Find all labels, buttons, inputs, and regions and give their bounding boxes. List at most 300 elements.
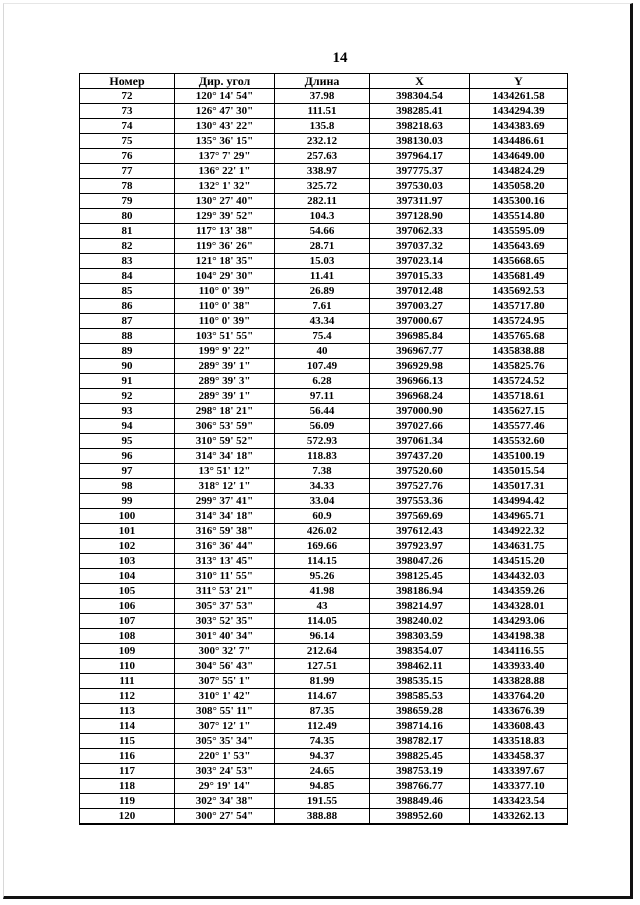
cell-y: 1433377.10 <box>470 779 568 794</box>
table-row <box>80 104 568 119</box>
cell-x: 397553.36 <box>370 494 470 509</box>
cell-x: 398240.02 <box>370 614 470 629</box>
table-row <box>80 269 568 284</box>
cell-x: 398218.63 <box>370 119 470 134</box>
cell-x: 396929.98 <box>370 359 470 374</box>
cell-number: 88 <box>80 329 175 344</box>
table-row <box>80 179 568 194</box>
table-row <box>80 674 568 689</box>
cell-y: 1434294.39 <box>470 104 568 119</box>
cell-length: 191.55 <box>275 794 370 809</box>
cell-length: 104.3 <box>275 209 370 224</box>
cell-direction-angle: 299° 37' 41" <box>175 494 275 509</box>
cell-direction-angle: 13° 51' 12" <box>175 464 275 479</box>
cell-x: 396985.84 <box>370 329 470 344</box>
cell-number: 73 <box>80 104 175 119</box>
cell-direction-angle: 316° 36' 44" <box>175 539 275 554</box>
cell-y: 1435514.80 <box>470 209 568 224</box>
cell-direction-angle: 104° 29' 30" <box>175 269 275 284</box>
cell-number: 119 <box>80 794 175 809</box>
cell-y: 1435017.31 <box>470 479 568 494</box>
table-row <box>80 149 568 164</box>
cell-number: 91 <box>80 374 175 389</box>
cell-y: 1435838.88 <box>470 344 568 359</box>
cell-direction-angle: 318° 12' 1" <box>175 479 275 494</box>
cell-number: 87 <box>80 314 175 329</box>
cell-y: 1435718.61 <box>470 389 568 404</box>
cell-direction-angle: 303° 52' 35" <box>175 614 275 629</box>
cell-length: 118.83 <box>275 449 370 464</box>
cell-number: 86 <box>80 299 175 314</box>
table-row <box>80 314 568 329</box>
cell-y: 1434965.71 <box>470 509 568 524</box>
cell-x: 396967.77 <box>370 344 470 359</box>
cell-x: 396968.24 <box>370 389 470 404</box>
cell-x: 397569.69 <box>370 509 470 524</box>
cell-direction-angle: 303° 24' 53" <box>175 764 275 779</box>
cell-direction-angle: 135° 36' 15" <box>175 134 275 149</box>
cell-length: 15.03 <box>275 254 370 269</box>
cell-number: 94 <box>80 419 175 434</box>
cell-y: 1435300.16 <box>470 194 568 209</box>
page-number: 14 <box>332 50 348 66</box>
cell-direction-angle: 300° 27' 54" <box>175 809 275 825</box>
cell-number: 102 <box>80 539 175 554</box>
cell-y: 1435100.19 <box>470 449 568 464</box>
table-row <box>80 719 568 734</box>
cell-number: 104 <box>80 569 175 584</box>
cell-number: 114 <box>80 719 175 734</box>
cell-length: 135.8 <box>275 119 370 134</box>
cell-length: 388.88 <box>275 809 370 825</box>
cell-y: 1433608.43 <box>470 719 568 734</box>
cell-direction-angle: 305° 35' 34" <box>175 734 275 749</box>
cell-direction-angle: 137° 7' 29" <box>175 149 275 164</box>
cell-y: 1435532.60 <box>470 434 568 449</box>
cell-length: 107.49 <box>275 359 370 374</box>
cell-length: 127.51 <box>275 659 370 674</box>
cell-length: 87.35 <box>275 704 370 719</box>
cell-y: 1434631.75 <box>470 539 568 554</box>
cell-x: 397000.90 <box>370 404 470 419</box>
cell-x: 398285.41 <box>370 104 470 119</box>
cell-number: 97 <box>80 464 175 479</box>
cell-y: 1434359.26 <box>470 584 568 599</box>
cell-x: 398304.54 <box>370 89 470 104</box>
cell-number: 92 <box>80 389 175 404</box>
cell-number: 95 <box>80 434 175 449</box>
cell-length: 56.09 <box>275 419 370 434</box>
table-row <box>80 119 568 134</box>
cell-direction-angle: 110° 0' 39" <box>175 284 275 299</box>
table-header-row <box>80 74 568 89</box>
cell-x: 398753.19 <box>370 764 470 779</box>
cell-number: 74 <box>80 119 175 134</box>
table-row <box>80 494 568 509</box>
cell-number: 85 <box>80 284 175 299</box>
cell-length: 34.33 <box>275 479 370 494</box>
table-row <box>80 569 568 584</box>
cell-y: 1435015.54 <box>470 464 568 479</box>
cell-direction-angle: 110° 0' 38" <box>175 299 275 314</box>
table-row <box>80 224 568 239</box>
cell-x: 397015.33 <box>370 269 470 284</box>
cell-direction-angle: 304° 56' 43" <box>175 659 275 674</box>
cell-number: 113 <box>80 704 175 719</box>
cell-number: 76 <box>80 149 175 164</box>
cell-x: 398714.16 <box>370 719 470 734</box>
cell-direction-angle: 220° 1' 53" <box>175 749 275 764</box>
cell-direction-angle: 302° 34' 38" <box>175 794 275 809</box>
cell-x: 398535.15 <box>370 674 470 689</box>
cell-direction-angle: 314° 34' 18" <box>175 449 275 464</box>
cell-number: 98 <box>80 479 175 494</box>
cell-direction-angle: 310° 59' 52" <box>175 434 275 449</box>
table-row <box>80 254 568 269</box>
cell-direction-angle: 129° 39' 52" <box>175 209 275 224</box>
cell-x: 397923.97 <box>370 539 470 554</box>
cell-number: 82 <box>80 239 175 254</box>
table-row <box>80 794 568 809</box>
header-y: Y <box>470 74 568 89</box>
cell-x: 397520.60 <box>370 464 470 479</box>
table-row <box>80 599 568 614</box>
cell-x: 398214.97 <box>370 599 470 614</box>
cell-x: 397062.33 <box>370 224 470 239</box>
cell-y: 1435058.20 <box>470 179 568 194</box>
cell-y: 1434486.61 <box>470 134 568 149</box>
cell-x: 397128.90 <box>370 209 470 224</box>
cell-y: 1433262.13 <box>470 809 568 825</box>
table-row <box>80 374 568 389</box>
cell-y: 1435825.76 <box>470 359 568 374</box>
cell-direction-angle: 121° 18' 35" <box>175 254 275 269</box>
table-row <box>80 404 568 419</box>
cell-number: 79 <box>80 194 175 209</box>
cell-direction-angle: 307° 12' 1" <box>175 719 275 734</box>
cell-length: 212.64 <box>275 644 370 659</box>
cell-length: 96.14 <box>275 629 370 644</box>
table-body <box>80 89 568 825</box>
table-row <box>80 584 568 599</box>
cell-length: 338.97 <box>275 164 370 179</box>
cell-y: 1434293.06 <box>470 614 568 629</box>
cell-length: 94.37 <box>275 749 370 764</box>
cell-x: 398186.94 <box>370 584 470 599</box>
cell-length: 94.85 <box>275 779 370 794</box>
cell-x: 397027.66 <box>370 419 470 434</box>
cell-number: 78 <box>80 179 175 194</box>
cell-y: 1434432.03 <box>470 569 568 584</box>
table-row <box>80 689 568 704</box>
cell-length: 81.99 <box>275 674 370 689</box>
cell-direction-angle: 305° 37' 53" <box>175 599 275 614</box>
cell-y: 1433828.88 <box>470 674 568 689</box>
table-row <box>80 89 568 104</box>
cell-number: 106 <box>80 599 175 614</box>
cell-y: 1435681.49 <box>470 269 568 284</box>
cell-number: 110 <box>80 659 175 674</box>
header-length: Длина <box>275 74 370 89</box>
cell-direction-angle: 301° 40' 34" <box>175 629 275 644</box>
cell-number: 112 <box>80 689 175 704</box>
cell-direction-angle: 306° 53' 59" <box>175 419 275 434</box>
cell-x: 398782.17 <box>370 734 470 749</box>
cell-number: 105 <box>80 584 175 599</box>
cell-x: 398952.60 <box>370 809 470 825</box>
cell-y: 1434922.32 <box>470 524 568 539</box>
cell-direction-angle: 316° 59' 38" <box>175 524 275 539</box>
cell-x: 397612.43 <box>370 524 470 539</box>
cell-y: 1435643.69 <box>470 239 568 254</box>
cell-y: 1433764.20 <box>470 689 568 704</box>
table-row <box>80 389 568 404</box>
cell-direction-angle: 289° 39' 3" <box>175 374 275 389</box>
cell-direction-angle: 199° 9' 22" <box>175 344 275 359</box>
cell-number: 111 <box>80 674 175 689</box>
cell-y: 1433423.54 <box>470 794 568 809</box>
cell-y: 1434328.01 <box>470 599 568 614</box>
cell-direction-angle: 310° 1' 42" <box>175 689 275 704</box>
cell-length: 97.11 <box>275 389 370 404</box>
cell-number: 116 <box>80 749 175 764</box>
header-x: X <box>370 74 470 89</box>
cell-direction-angle: 311° 53' 21" <box>175 584 275 599</box>
cell-direction-angle: 103° 51' 55" <box>175 329 275 344</box>
cell-length: 95.26 <box>275 569 370 584</box>
header-direction-angle: Дир. угол <box>175 74 275 89</box>
table-row <box>80 509 568 524</box>
cell-length: 56.44 <box>275 404 370 419</box>
table-row <box>80 359 568 374</box>
cell-x: 397437.20 <box>370 449 470 464</box>
cell-direction-angle: 289° 39' 1" <box>175 389 275 404</box>
cell-number: 100 <box>80 509 175 524</box>
cell-number: 84 <box>80 269 175 284</box>
cell-length: 40 <box>275 344 370 359</box>
cell-x: 398354.07 <box>370 644 470 659</box>
cell-x: 398303.59 <box>370 629 470 644</box>
cell-x: 397012.48 <box>370 284 470 299</box>
cell-length: 37.98 <box>275 89 370 104</box>
cell-length: 426.02 <box>275 524 370 539</box>
cell-y: 1435724.95 <box>470 314 568 329</box>
table-row <box>80 809 568 825</box>
cell-direction-angle: 119° 36' 26" <box>175 239 275 254</box>
cell-direction-angle: 136° 22' 1" <box>175 164 275 179</box>
cell-x: 398849.46 <box>370 794 470 809</box>
cell-x: 397964.17 <box>370 149 470 164</box>
cell-direction-angle: 117° 13' 38" <box>175 224 275 239</box>
cell-number: 109 <box>80 644 175 659</box>
cell-y: 1435668.65 <box>470 254 568 269</box>
cell-x: 397527.76 <box>370 479 470 494</box>
cell-y: 1434198.38 <box>470 629 568 644</box>
cell-x: 396966.13 <box>370 374 470 389</box>
cell-y: 1434383.69 <box>470 119 568 134</box>
cell-number: 118 <box>80 779 175 794</box>
cell-y: 1434515.20 <box>470 554 568 569</box>
cell-length: 7.61 <box>275 299 370 314</box>
cell-y: 1434261.58 <box>470 89 568 104</box>
cell-length: 54.66 <box>275 224 370 239</box>
cell-direction-angle: 29° 19' 14" <box>175 779 275 794</box>
cell-direction-angle: 307° 55' 1" <box>175 674 275 689</box>
cell-direction-angle: 308° 55' 11" <box>175 704 275 719</box>
cell-number: 120 <box>80 809 175 825</box>
cell-x: 398659.28 <box>370 704 470 719</box>
cell-length: 114.15 <box>275 554 370 569</box>
cell-length: 257.63 <box>275 149 370 164</box>
cell-length: 232.12 <box>275 134 370 149</box>
cell-number: 107 <box>80 614 175 629</box>
cell-number: 72 <box>80 89 175 104</box>
table-row <box>80 629 568 644</box>
cell-length: 43 <box>275 599 370 614</box>
cell-length: 33.04 <box>275 494 370 509</box>
cell-y: 1433933.40 <box>470 659 568 674</box>
table-row <box>80 749 568 764</box>
cell-number: 101 <box>80 524 175 539</box>
cell-number: 77 <box>80 164 175 179</box>
cell-y: 1435765.68 <box>470 329 568 344</box>
cell-length: 572.93 <box>275 434 370 449</box>
cell-x: 397530.03 <box>370 179 470 194</box>
cell-x: 398125.45 <box>370 569 470 584</box>
table-row <box>80 164 568 179</box>
cell-length: 28.71 <box>275 239 370 254</box>
cell-length: 282.11 <box>275 194 370 209</box>
cell-length: 43.34 <box>275 314 370 329</box>
table-row <box>80 134 568 149</box>
cell-number: 117 <box>80 764 175 779</box>
cell-direction-angle: 298° 18' 21" <box>175 404 275 419</box>
cell-x: 398462.11 <box>370 659 470 674</box>
cell-direction-angle: 130° 27' 40" <box>175 194 275 209</box>
header-number: Номер <box>80 74 175 89</box>
cell-x: 398585.53 <box>370 689 470 704</box>
cell-number: 108 <box>80 629 175 644</box>
cell-length: 75.4 <box>275 329 370 344</box>
table-row <box>80 209 568 224</box>
cell-x: 398130.03 <box>370 134 470 149</box>
cell-x: 397000.67 <box>370 314 470 329</box>
cell-length: 7.38 <box>275 464 370 479</box>
cell-length: 24.65 <box>275 764 370 779</box>
table-row <box>80 644 568 659</box>
cell-number: 80 <box>80 209 175 224</box>
cell-length: 26.89 <box>275 284 370 299</box>
table-row <box>80 284 568 299</box>
table-row <box>80 299 568 314</box>
cell-x: 397037.32 <box>370 239 470 254</box>
cell-direction-angle: 300° 32' 7" <box>175 644 275 659</box>
table-row <box>80 554 568 569</box>
cell-x: 398047.26 <box>370 554 470 569</box>
table-row <box>80 779 568 794</box>
cell-y: 1434116.55 <box>470 644 568 659</box>
cell-y: 1433458.37 <box>470 749 568 764</box>
table-row <box>80 764 568 779</box>
cell-number: 96 <box>80 449 175 464</box>
cell-length: 41.98 <box>275 584 370 599</box>
cell-direction-angle: 132° 1' 32" <box>175 179 275 194</box>
cell-length: 112.49 <box>275 719 370 734</box>
cell-y: 1435627.15 <box>470 404 568 419</box>
cell-number: 75 <box>80 134 175 149</box>
cell-length: 60.9 <box>275 509 370 524</box>
cell-x: 397061.34 <box>370 434 470 449</box>
table-row <box>80 614 568 629</box>
table-row <box>80 539 568 554</box>
table-row <box>80 434 568 449</box>
table-row <box>80 464 568 479</box>
cell-y: 1435577.46 <box>470 419 568 434</box>
cell-length: 114.05 <box>275 614 370 629</box>
table-row <box>80 659 568 674</box>
table-row <box>80 419 568 434</box>
table-row <box>80 194 568 209</box>
table-row <box>80 344 568 359</box>
cell-y: 1435692.53 <box>470 284 568 299</box>
cell-number: 93 <box>80 404 175 419</box>
cell-length: 111.51 <box>275 104 370 119</box>
table-row <box>80 479 568 494</box>
cell-length: 114.67 <box>275 689 370 704</box>
cell-length: 11.41 <box>275 269 370 284</box>
cell-number: 89 <box>80 344 175 359</box>
cell-x: 397311.97 <box>370 194 470 209</box>
cell-y: 1435717.80 <box>470 299 568 314</box>
cell-x: 398825.45 <box>370 749 470 764</box>
cell-y: 1434994.42 <box>470 494 568 509</box>
cell-direction-angle: 310° 11' 55" <box>175 569 275 584</box>
cell-direction-angle: 313° 13' 45" <box>175 554 275 569</box>
cell-number: 81 <box>80 224 175 239</box>
cell-x: 398766.77 <box>370 779 470 794</box>
cell-length: 325.72 <box>275 179 370 194</box>
table-row <box>80 239 568 254</box>
cell-direction-angle: 130° 43' 22" <box>175 119 275 134</box>
table-row <box>80 704 568 719</box>
table-row <box>80 449 568 464</box>
table-row <box>80 329 568 344</box>
cell-x: 397775.37 <box>370 164 470 179</box>
cell-number: 103 <box>80 554 175 569</box>
cell-y: 1433518.83 <box>470 734 568 749</box>
cell-direction-angle: 110° 0' 39" <box>175 314 275 329</box>
cell-length: 6.28 <box>275 374 370 389</box>
cell-number: 90 <box>80 359 175 374</box>
cell-direction-angle: 289° 39' 1" <box>175 359 275 374</box>
cell-x: 397023.14 <box>370 254 470 269</box>
cell-y: 1435595.09 <box>470 224 568 239</box>
table-row <box>80 734 568 749</box>
cell-direction-angle: 126° 47' 30" <box>175 104 275 119</box>
coordinates-table <box>79 73 568 825</box>
cell-number: 99 <box>80 494 175 509</box>
cell-length: 74.35 <box>275 734 370 749</box>
cell-y: 1433397.67 <box>470 764 568 779</box>
cell-x: 397003.27 <box>370 299 470 314</box>
cell-number: 115 <box>80 734 175 749</box>
cell-y: 1434649.00 <box>470 149 568 164</box>
cell-length: 169.66 <box>275 539 370 554</box>
cell-y: 1434824.29 <box>470 164 568 179</box>
cell-y: 1435724.52 <box>470 374 568 389</box>
cell-y: 1433676.39 <box>470 704 568 719</box>
table-row <box>80 524 568 539</box>
